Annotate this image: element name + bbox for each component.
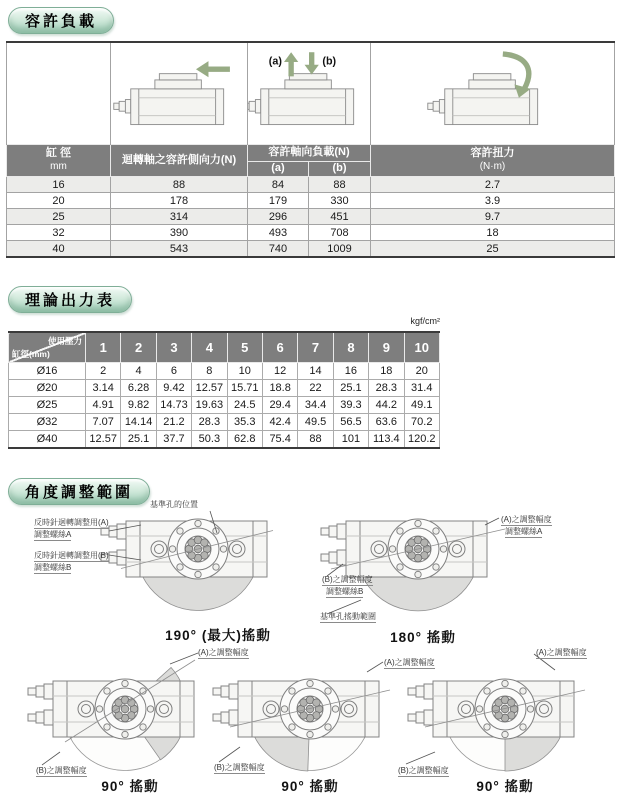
table-row: Ø40 12.57 25.1 37.7 50.3 62.8 75.4 88 101 113.4 120.2	[9, 431, 440, 449]
empty-cell	[7, 42, 111, 145]
lateral-load-diagram-cell	[111, 42, 248, 145]
pressure-header: 2	[121, 332, 156, 363]
swing-caption-90: 90° 搖動	[281, 779, 339, 794]
col-header-lateral-force: 迴轉軸之容許側向力(N)	[111, 145, 248, 177]
swing-caption-90: 90° 搖動	[101, 779, 159, 794]
corner-header-cell: 使用壓力 缸徑(mm)	[9, 332, 86, 363]
rotary-actuator-190deg-diagram	[93, 492, 303, 642]
swing-caption-180: 180° 搖動	[390, 630, 456, 645]
pressure-header: 7	[298, 332, 333, 363]
adjust-screw-a-label: 調整螺絲A	[34, 530, 71, 541]
torque-diagram-cell	[371, 42, 615, 145]
badge-label: 容許負載	[25, 13, 98, 30]
cylinder-torque-arrow-icon	[426, 48, 560, 144]
pressure-header: 4	[192, 332, 227, 363]
table-row: Ø25 4.91 9.82 14.73 19.63 24.5 29.4 34.4 39.3 44.2 49.1	[9, 397, 440, 414]
pressure-header: 8	[333, 332, 368, 363]
a-adjust-range-label: (A)之調整幅度	[501, 515, 552, 526]
table-row: Ø32 7.07 14.14 21.2 28.3 35.3 42.4 49.5 56.5 63.6 70.2	[9, 414, 440, 431]
table-row: 25 314 296 451 9.7	[7, 209, 615, 225]
adjust-screw-a-label: 調整螺絲A	[505, 527, 542, 538]
adjust-screw-b-label: 調整螺絲B	[326, 587, 363, 598]
pressure-header: 1	[86, 332, 121, 363]
b-adjust-range-label: (B)之調整幅度	[322, 575, 373, 586]
a-adjust-range-label: (A)之調整幅度	[198, 648, 249, 659]
section-badge-theoretical-output	[8, 286, 132, 313]
allowable-load-table	[6, 41, 615, 258]
cylinder-axial-arrows-icon	[248, 48, 371, 144]
ref-hole-swing-range-label: 基準孔搖動範圍	[320, 612, 376, 623]
svg-text:(b): (b)	[322, 55, 337, 68]
badge-label: 角度調整範圍	[25, 484, 134, 501]
a-adjust-range-label: (A)之調整幅度	[536, 648, 587, 659]
col-header-axial-a: (a)	[248, 162, 309, 177]
table-row: 40 543 740 1009 25	[7, 241, 615, 258]
col-header-axial-b: (b)	[309, 162, 371, 177]
table-row: Ø16 2 4 6 8 10 12 14 16 18 20	[9, 363, 440, 380]
section-badge-allowable-load	[8, 7, 114, 34]
pressure-header: 6	[262, 332, 297, 363]
adjust-screw-b-label: 調整螺絲B	[34, 563, 71, 574]
ref-hole-label: 基準孔的位置	[150, 500, 198, 509]
col-header-bore: 缸 徑 mm	[7, 145, 111, 177]
swing-caption-90: 90° 搖動	[476, 779, 534, 794]
ccw-adjust-b-label: 反時針迴轉調整用(B)	[34, 551, 109, 562]
ccw-adjust-a-label: 反時針迴轉調整用(A)	[34, 518, 109, 529]
col-header-axial-load: 容許軸向負載(N)	[248, 145, 371, 162]
badge-label: 理論出力表	[25, 292, 116, 309]
pressure-header: 9	[369, 332, 404, 363]
b-adjust-range-label: (B)之調整幅度	[398, 766, 449, 777]
a-adjust-range-label: (A)之調整幅度	[384, 658, 435, 669]
b-adjust-range-label: (B)之調整幅度	[214, 763, 265, 774]
col-header-torque: 容許扭力 (N·m)	[371, 145, 615, 177]
table-row: 16 88 84 88 2.7	[7, 177, 615, 193]
table-row: 20 178 179 330 3.9	[7, 193, 615, 209]
b-adjust-range-label: (B)之調整幅度	[36, 766, 87, 777]
table-row: 32 390 493 708 18	[7, 225, 615, 241]
table-row: Ø20 3.14 6.28 9.42 12.57 15.71 18.8 22 25.1 28.3 31.4	[9, 380, 440, 397]
theoretical-output-table	[8, 331, 440, 449]
pressure-header: 3	[156, 332, 191, 363]
pressure-unit-label: kgf/cm²	[410, 316, 440, 326]
svg-text:(a): (a)	[268, 55, 282, 68]
pressure-header: 5	[227, 332, 262, 363]
axial-load-diagram-cell	[248, 42, 371, 145]
pressure-header: 10	[404, 332, 439, 363]
cylinder-lateral-arrow-icon	[112, 48, 246, 144]
swing-caption-190: 190° (最大)搖動	[165, 628, 271, 643]
